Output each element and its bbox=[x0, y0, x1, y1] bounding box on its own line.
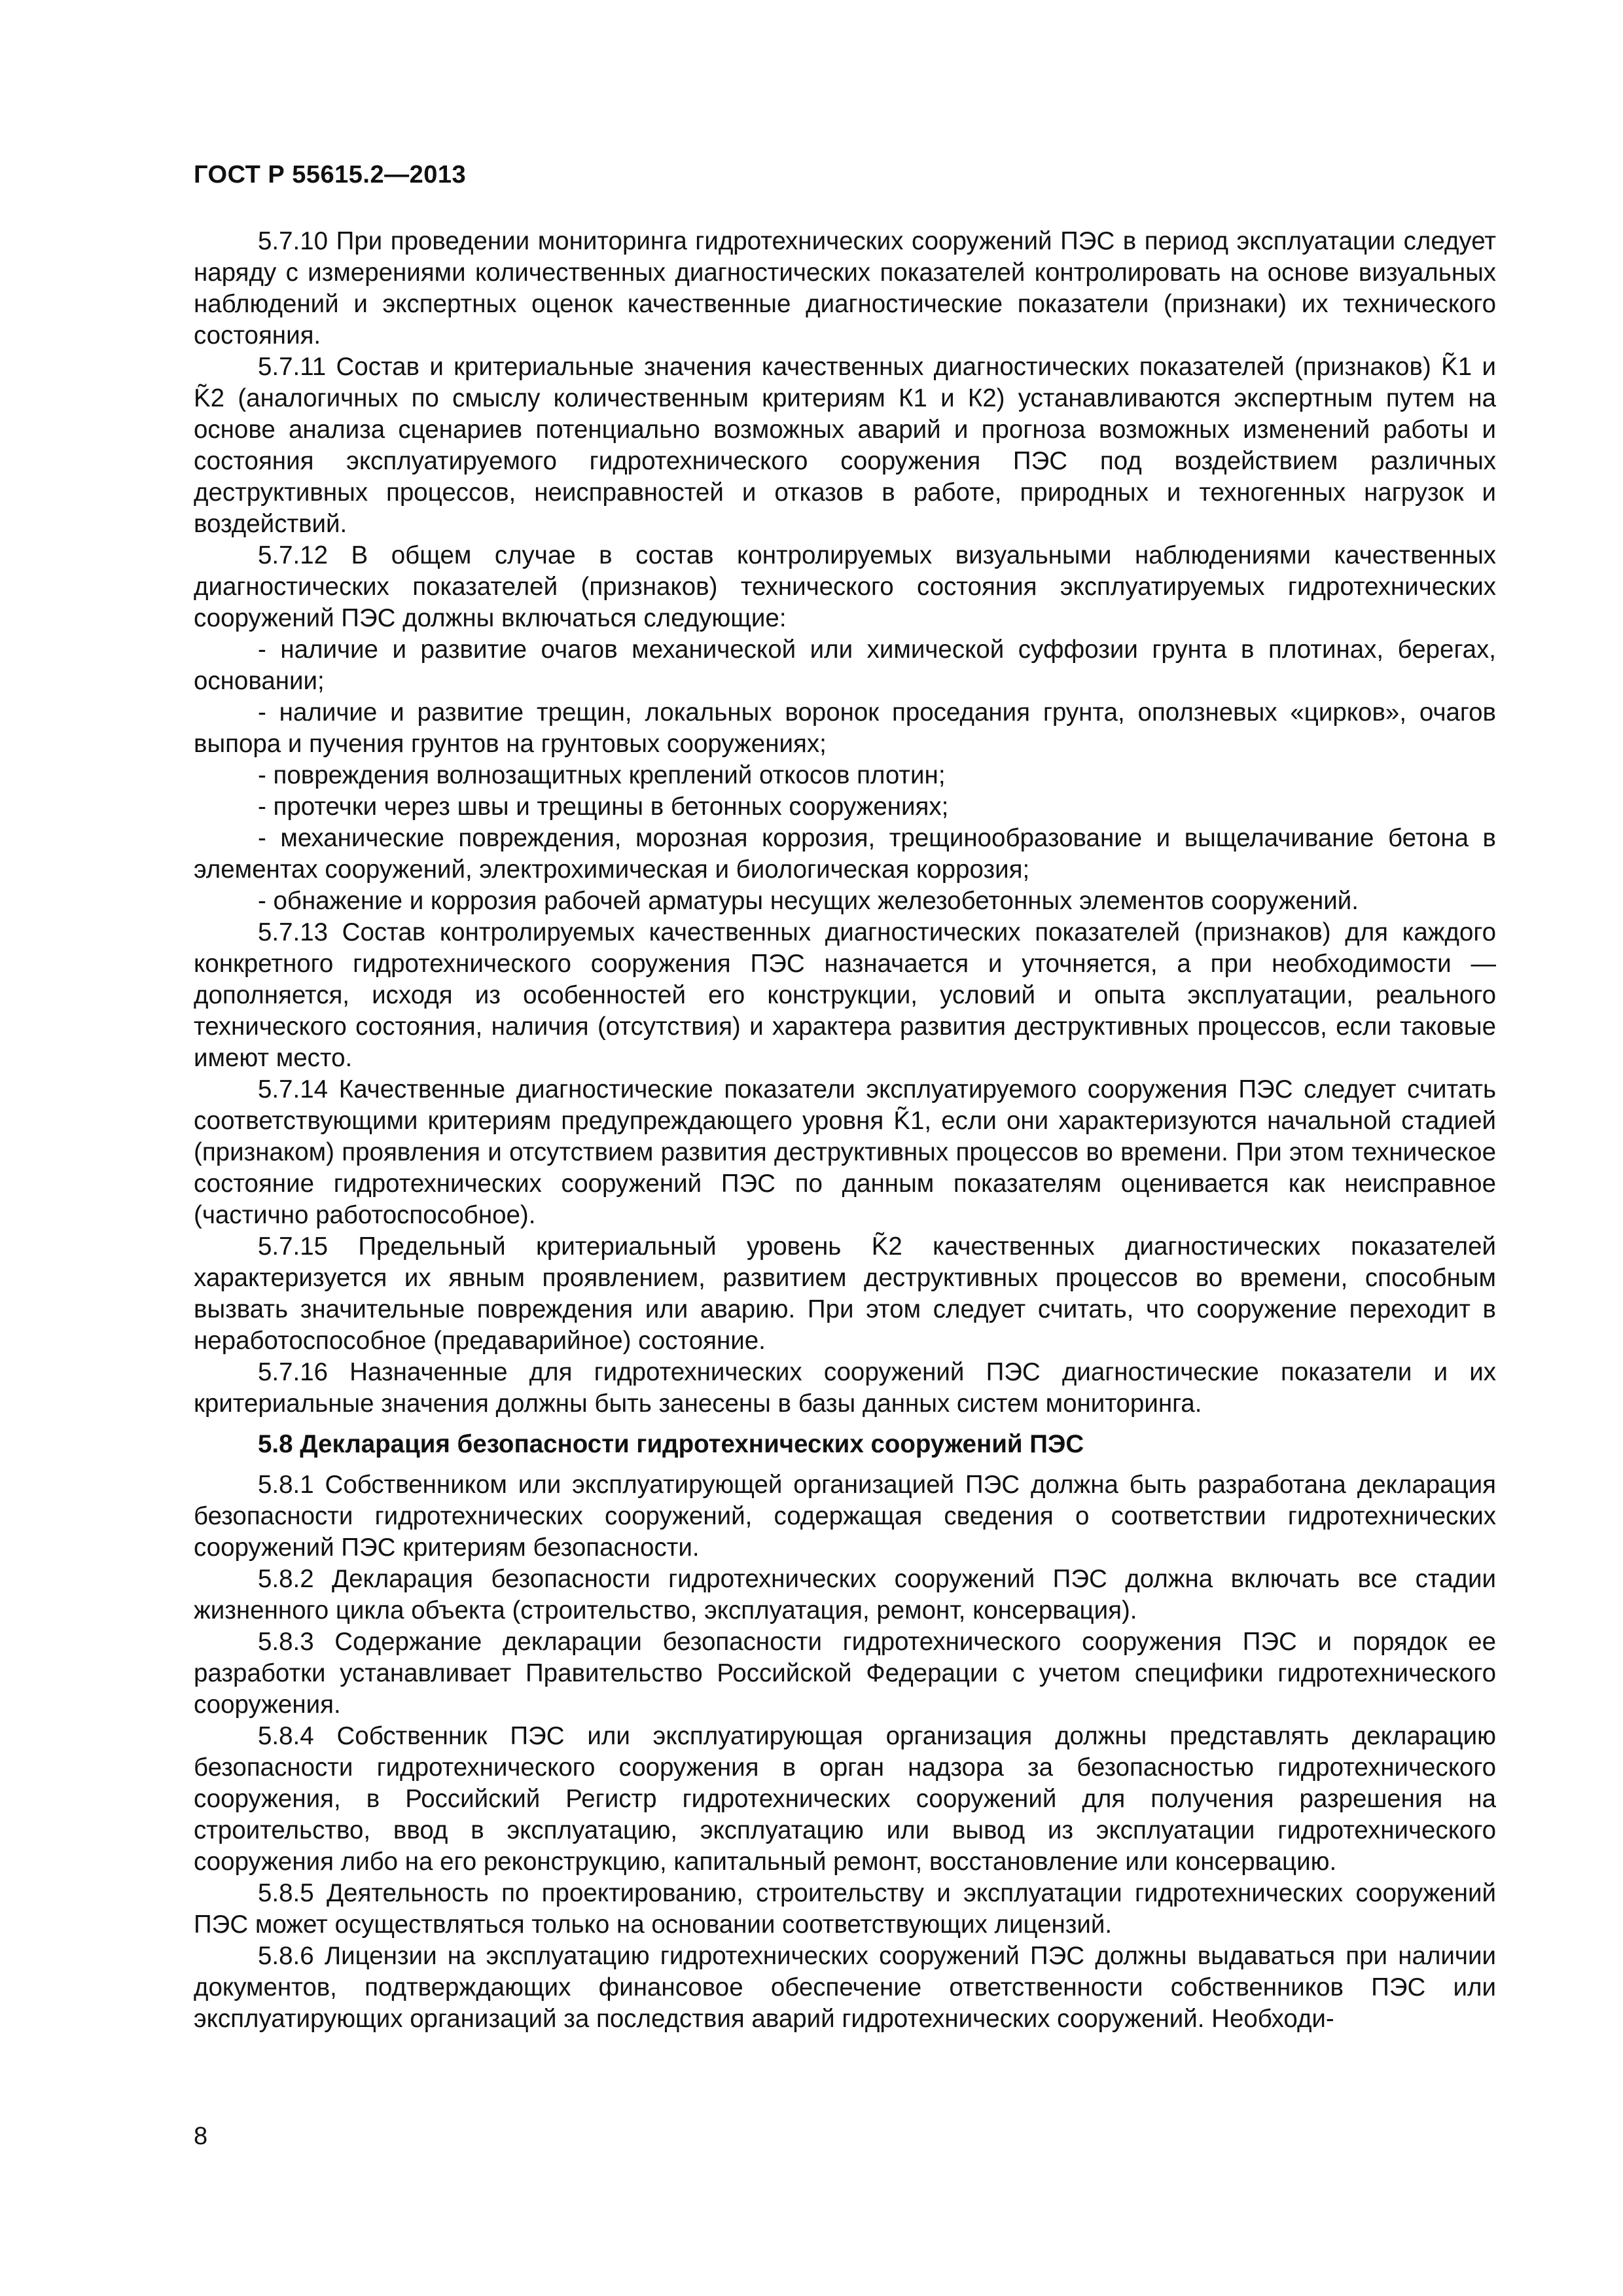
paragraph-5-8-6: 5.8.6 Лицензии на эксплуатацию гидротехнических сооружений ПЭС должны выдаваться при наличии документов, подтверждающих финансовое обеспечение ответственности собственников ПЭС или эксплуатирующих организаций за последствия аварий гидротехнических сооружений. Необходи- bbox=[194, 1942, 1496, 2033]
paragraph-5-8-2: 5.8.2 Декларация безопасности гидротехнических сооружений ПЭС должна включать все стадии жизненного цикла объекта (строительство, эксплуатация, ремонт, консервация). bbox=[194, 1565, 1496, 1624]
list-item: - механические повреждения, морозная коррозия, трещинообразование и выщелачивание бетона в элементах сооружений, электрохимическая и биологическая коррозия; bbox=[194, 824, 1496, 884]
paragraph-5-7-10: 5.7.10 При проведении мониторинга гидротехнических сооружений ПЭС в период эксплуатации следует наряду с измерениями количественных диагностических показателей контролировать на основе визуальных наблюдений и экспертных оценок качественные диагностические показатели (признаки) их технического состояния. bbox=[194, 227, 1496, 350]
list-item: - протечки через швы и трещины в бетонных сооружениях; bbox=[258, 793, 949, 821]
paragraph-5-8-3: 5.8.3 Содержание декларации безопасности гидротехнического сооружения ПЭС и порядок ее разработки устанавливает Правительство Российской Федерации с учетом специфики гидротехнического сооружения. bbox=[194, 1628, 1496, 1719]
document-header: ГОСТ Р 55615.2—2013 bbox=[194, 161, 467, 188]
paragraph-5-7-11: 5.7.11 Состав и критериальные значения качественных диагностических показателей (признаков) K̃1 и K̃2 (аналогичных по смыслу количественным критериям К1 и К2) устанавливаются экспертным путем на основе анализа сценариев потенциально возможных аварий и прогноза возможных изменений работы и состояния эксплуатируемого гидротехнического сооружения ПЭС под воздействием различных деструктивных процессов, неисправностей и отказов в работе, природных и техногенных нагрузок и воздействий. bbox=[194, 353, 1496, 538]
list-item: - повреждения волнозащитных креплений откосов плотин; bbox=[258, 761, 946, 789]
paragraph-5-7-15: 5.7.15 Предельный критериальный уровень K̃2 качественных диагностических показателей характеризуется их явным проявлением, развитием деструктивных процессов во времени, способным вызвать значительные повреждения или аварию. При этом следует считать, что сооружение переходит в неработоспособное (предаварийное) состояние. bbox=[194, 1232, 1496, 1355]
page-number: 8 bbox=[194, 2123, 208, 2150]
list-item: - наличие и развитие трещин, локальных воронок проседания грунта, оползневых «цирков», очагов выпора и пучения грунтов на грунтовых сооружениях; bbox=[194, 698, 1496, 758]
paragraph-5-8-4: 5.8.4 Собственник ПЭС или эксплуатирующая организация должны представлять декларацию безопасности гидротехнического сооружения в орган надзора за безопасностью гидротехнического сооружения, в Российский Регистр гидротехнических сооружений для получения разрешения на строительство, ввод в эксплуатацию, эксплуатацию или вывод из эксплуатации гидротехнического сооружения либо на его реконструкцию, капитальный ремонт, восстановление или консервацию. bbox=[194, 1722, 1496, 1876]
section-title: 5.8 Декларация безопасности гидротехнических сооружений ПЭС bbox=[258, 1430, 1084, 1458]
paragraph-5-7-12: 5.7.12 В общем случае в состав контролируемых визуальными наблюдениями качественных диагностических показателей (признаков) технического состояния эксплуатируемых гидротехнических сооружений ПЭС должны включаться следующие: bbox=[194, 541, 1496, 632]
paragraph-5-8-5: 5.8.5 Деятельность по проектированию, строительству и эксплуатации гидротехнических сооружений ПЭС может осуществляться только на основании соответствующих лицензий. bbox=[194, 1879, 1496, 1939]
list-item: - наличие и развитие очагов механической или химической суффозии грунта в плотинах, берегах, основании; bbox=[194, 636, 1496, 695]
paragraph-5-8-1: 5.8.1 Собственником или эксплуатирующей организацией ПЭС должна быть разработана декларация безопасности гидротехнических сооружений, содержащая сведения о соответствии гидротехнических сооружений ПЭС критериям безопасности. bbox=[194, 1471, 1496, 1562]
document-body bbox=[194, 226, 1496, 2035]
paragraph-5-7-14: 5.7.14 Качественные диагностические показатели эксплуатируемого сооружения ПЭС следует считать соответствующими критериям предупреждающего уровня K̃1, если они характеризуются начальной стадией (признаком) проявления и отсутствием развития деструктивных процессов во времени. При этом техническое состояние гидротехнических сооружений ПЭС по данным показателям оценивается как неисправное (частично работоспособное). bbox=[194, 1075, 1496, 1229]
list-item: - обнажение и коррозия рабочей арматуры несущих железобетонных элементов сооружений. bbox=[258, 887, 1359, 915]
paragraph-5-7-16: 5.7.16 Назначенные для гидротехнических сооружений ПЭС диагностические показатели и их критериальные значения должны быть занесены в базы данных систем мониторинга. bbox=[194, 1358, 1496, 1418]
paragraph-5-7-13: 5.7.13 Состав контролируемых качественных диагностических показателей (признаков) для каждого конкретного гидротехнического сооружения ПЭС назначается и уточняется, а при необходимости — дополняется, исходя из особенностей его конструкции, условий и опыта эксплуатации, реального технического состояния, наличия (отсутствия) и характера развития деструктивных процессов, если таковые имеют место. bbox=[194, 918, 1496, 1072]
